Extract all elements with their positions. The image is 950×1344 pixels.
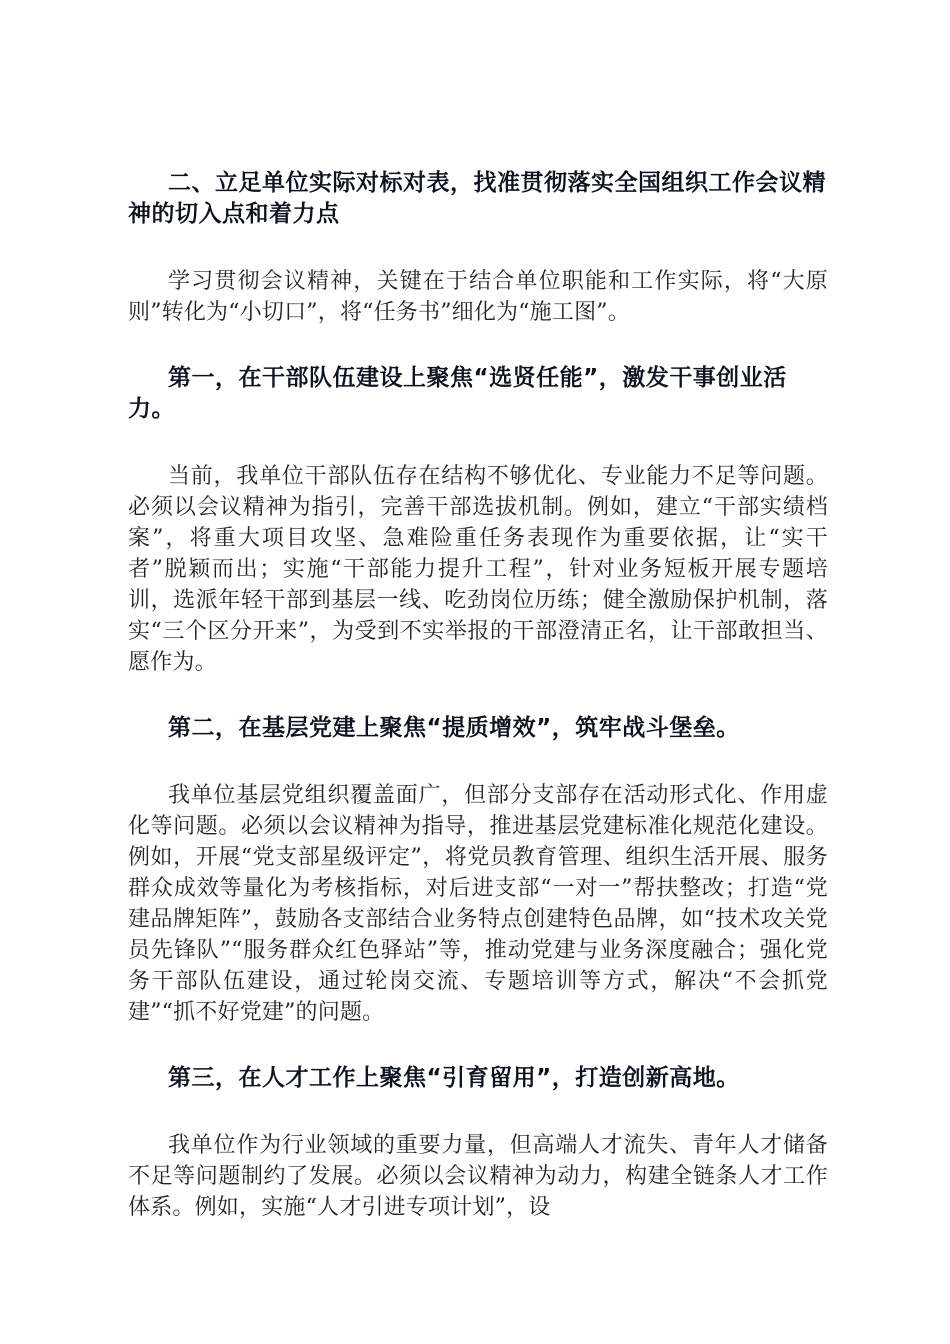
spacer — [128, 230, 828, 266]
item-heading-3: 第三，在人才工作上聚焦“引育留用”，打造创新高地。 — [168, 1065, 740, 1091]
section-heading: 二、立足单位实际对标对表，找准贯彻落实全国组织工作会议精神的切入点和着力点 — [128, 170, 826, 227]
item-paragraph-3: 我单位作为行业领域的重要力量，但高端人才流失、青年人才储备不足等问题制约了发展。必须以会议精神为动力，构建全链条人才工作体系。例如，实施“人才引进专项计划”，设 — [128, 1133, 828, 1220]
spacer — [128, 328, 828, 363]
spacer — [128, 425, 828, 461]
spacer — [128, 1028, 828, 1063]
intro-paragraph: 学习贯彻会议精神，关键在于结合单位职能和工作实际，将“大原则”转化为“小切口”，将“任务书”细化为“施工图”。 — [128, 269, 828, 325]
spacer — [128, 744, 828, 780]
item-heading-2: 第二，在基层党建上聚焦“提质增效”，筑牢战斗堡垒。 — [168, 715, 740, 741]
item-paragraph-1: 当前，我单位干部队伍存在结构不够优化、专业能力不足等问题。必须以会议精神为指引，完善干部选拔机制。例如，建立“干部实绩档案”，将重大项目攻坚、急难险重任务表现作为重要依据，让“实干者”脱颖而出；实施“干部能力提升工程”，针对业务短板开展专题培训，选派年轻干部到基层一线、吃劲岗位历练；健全激励保护机制，落实“三个区分开来”，为受到不实举报的干部澄清正名，让干部敢担当、愿作为。 — [128, 464, 828, 675]
item-paragraph-2: 我单位基层党组织覆盖面广，但部分支部存在活动形式化、作用虚化等问题。必须以会议精神为指导，推进基层党建标准化规范化建设。例如，开展“党支部星级评定”，将党员教育管理、组织生活开展、服务群众成效等量化为考核指标，对后进支部“一对一”帮扶整改；打造“党建品牌矩阵”，鼓励各支部结合业务特点创建特色品牌，如“技术攻关党员先锋队”“服务群众红色驿站”等，推动党建与业务深度融合；强化党务干部队伍建设，通过轮岗交流、专题培训等方式，解决“不会抓党建”“抓不好党建”的问题。 — [128, 783, 828, 1025]
spacer — [128, 1094, 828, 1130]
item-heading-1: 第一，在干部队伍建设上聚焦“选贤任能”，激发干事创业活力。 — [128, 365, 787, 422]
spacer — [128, 678, 828, 713]
document-body — [128, 168, 828, 1223]
